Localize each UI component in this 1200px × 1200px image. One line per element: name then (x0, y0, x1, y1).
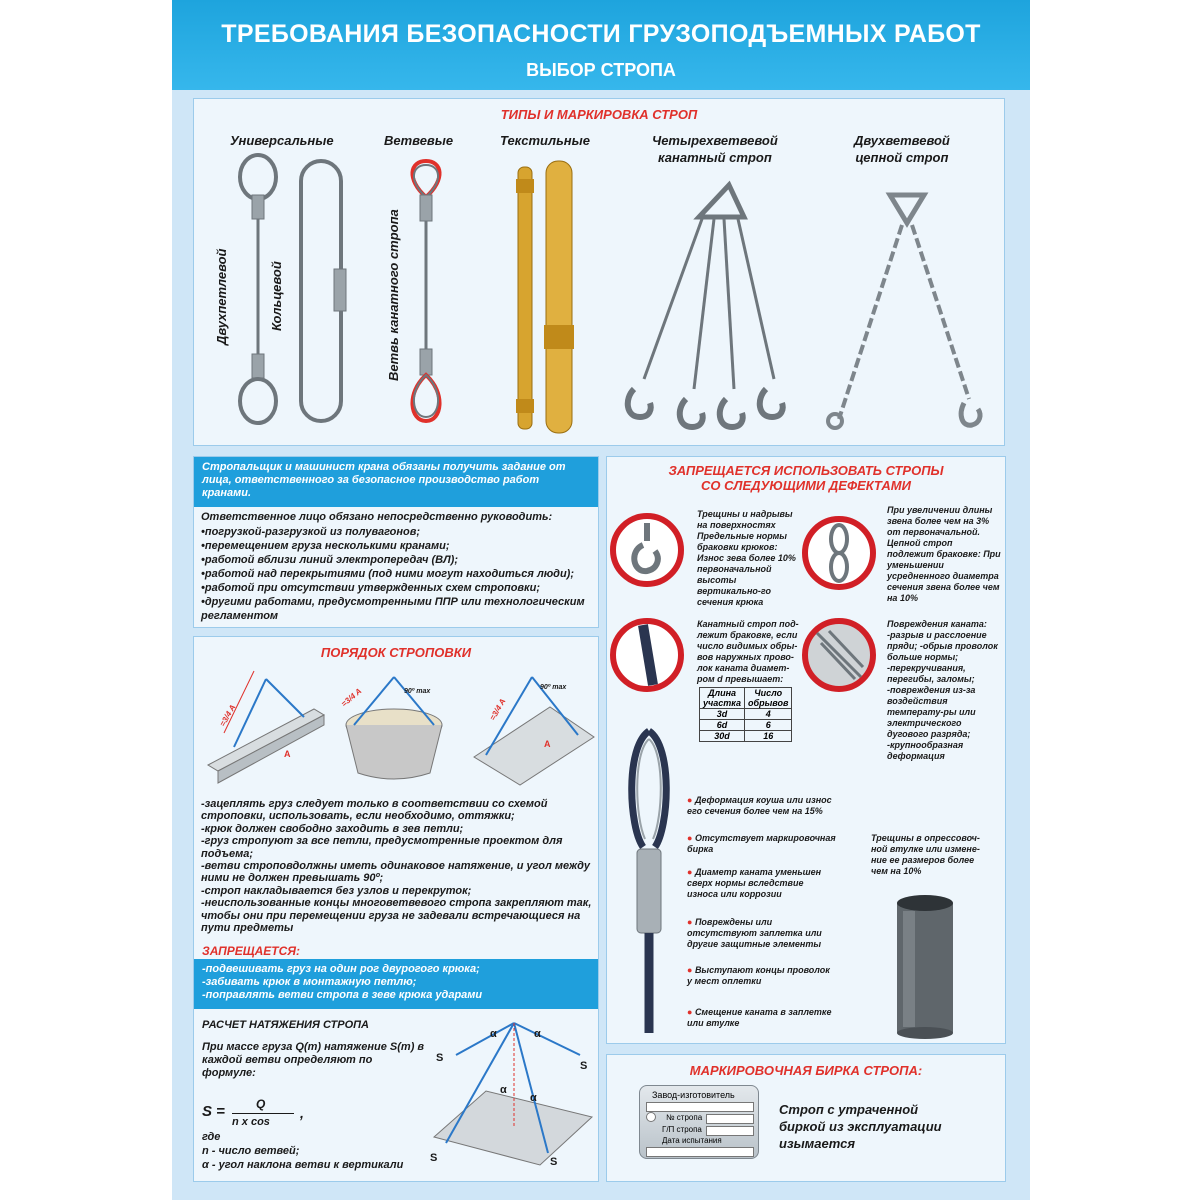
list-item: -забивать крюк в монтажную петлю; (202, 976, 417, 988)
calc-where: где (202, 1131, 221, 1143)
defect-item-text: Смещение каната в заплетке или втулке (687, 1007, 832, 1028)
table-header-length: Длина участка (700, 688, 745, 709)
rope-damage-text: Повреждения каната: -разрыв и расслоение пряди; -обрыв проволок больше нормы; -перекручивания, перегибы, заломы; -повреждения из-за воздействия температу-ры или электрического дугового разряда; -крупнообразная деформация (887, 619, 998, 761)
slinging-schemes (194, 637, 600, 797)
list-item: ● Диаметр каната уменьшен сверх нормы вследствие износа или коррозии (687, 867, 822, 899)
forbidden-box (194, 959, 598, 1009)
duties-list (201, 525, 595, 623)
branch-rope-sling-icon (412, 161, 439, 421)
textile-sling-icon (516, 161, 574, 433)
table-row (700, 709, 792, 720)
beam-dim-label: =3/4 A (217, 703, 238, 728)
defect-item-text: Деформация коуша или износ его сечения более чем на 15% (687, 795, 832, 816)
order-title: ПОРЯДОК СТРОПОВКИ (320, 645, 472, 660)
defect-item-text: Отсутствует маркировочная бирка (687, 833, 836, 854)
list-item: -строп накладывается без узлов и перекруток; (201, 884, 472, 897)
duties-panel (193, 456, 599, 628)
types-title: ТИПЫ И МАРКИРОВКА СТРОП (500, 107, 698, 122)
formula-denominator: n x cos (232, 1116, 270, 1128)
defect-item-text: Выступают концы проволок у мест оплетки (687, 965, 830, 986)
list-item: -крюк должен свободно заходить в зев петли; (201, 822, 464, 835)
tag-field-box (646, 1147, 754, 1157)
sleeve-icon (887, 893, 967, 1039)
label-double-loop: Двухпетлевой (214, 248, 229, 345)
poster-subtitle: ВЫБОР СТРОПА (526, 60, 676, 80)
sleeve-text: Трещины в опрессовоч-ной втулке или измене-ние ее размеров более чем на 10% (871, 833, 980, 876)
label-branch-rope: Ветвь канатного стропа (386, 209, 401, 381)
ring-sling-icon (301, 161, 346, 421)
table-row (700, 731, 792, 742)
defect-item-text: Повреждены или отсутствуют заплетка или другие защитные элементы (687, 917, 822, 949)
hook-defect-icon (613, 516, 681, 584)
beam-a-label: A (284, 749, 291, 759)
tag-capacity: Г/П стропа (662, 1125, 702, 1134)
chain-sling-icon (828, 195, 980, 428)
list-item: -неиспользованные концы многоветвевого стропа закрепляют так, чтобы они при перемещении груза не задевали встречающиеся на пути предметы (201, 897, 592, 935)
four-branch-line2: канатный строп (658, 150, 772, 165)
list-item: -поправлять ветви стропа в зеве крюка ударами (202, 989, 483, 1001)
alpha-symbol: α (202, 1159, 209, 1171)
formula-comma: , (300, 1105, 304, 1121)
order-panel (193, 636, 599, 1182)
alpha-definition: - угол наклона ветви к вертикали (211, 1159, 404, 1171)
tag-sling-no: № стропа (666, 1113, 703, 1122)
list-item: -ветви строповдолжны иметь одинаковое натяжение, и угол между ними не должен превышать 90º; (201, 860, 591, 885)
table-cell: 6d (700, 720, 745, 731)
table-row (700, 688, 792, 709)
table-header-breaks: Число обрывов (745, 688, 792, 709)
tension-scheme (430, 1017, 594, 1167)
defects-panel (606, 456, 1006, 1044)
calc-n-def: n - число ветвей; (202, 1145, 300, 1157)
tag-field-box (646, 1102, 754, 1112)
bowl-angle-label: 90º max (404, 688, 431, 695)
formula-line (232, 1113, 294, 1114)
slab-a-label: A (544, 739, 551, 749)
list-item: •погрузкой-разгрузкой из полувагонов; (201, 526, 421, 538)
forbidden-title: ЗАПРЕЩАЕТСЯ: (202, 944, 300, 958)
table-cell: 16 (745, 731, 792, 742)
duties-box: Стропальщик и машинист крана обязаны получить задание от лица, ответственного за безопасное производство работ кранами. (194, 457, 598, 507)
tag-field-box (706, 1114, 754, 1124)
defects-title-line1: ЗАПРЕЩАЕТСЯ ИСПОЛЬЗОВАТЬ СТРОПЫ (668, 463, 944, 478)
chain-defect-icon (805, 519, 873, 587)
bowl-scheme-icon (340, 677, 442, 779)
sling-illustrations (194, 99, 1006, 447)
tag-hole (646, 1112, 656, 1122)
breaks-table (699, 687, 792, 742)
tag-title: МАРКИРОВОЧНАЯ БИРКА СТРОПА: (689, 1063, 923, 1078)
hook-defect-text: Трещины и надрывы на поверхностях Предельные нормы браковки крюков: Износ зева более 10% первоначальной высоты вертикально-го сечения крюка (697, 509, 796, 607)
defects-title-line2: СО СЛЕДУЮЩИМИ ДЕФЕКТАМИ (701, 478, 911, 493)
alpha-label-left: α (490, 1028, 497, 1040)
four-branch-sling-icon (628, 185, 783, 427)
beam-scheme-icon (208, 671, 324, 783)
calc-title: РАСЧЕТ НАТЯЖЕНИЯ СТРОПА (202, 1019, 369, 1031)
chain-defect-text: При увеличении длины звена более чем на 3% от первоначальной. Цепной строп подлежит браковке: При уменьшении усредненного диаметра сечения звена более чем на 10% (887, 505, 1001, 603)
rope-defect-icon (613, 621, 681, 689)
table-cell: 3d (700, 709, 745, 720)
alpha-label-center: α (500, 1084, 507, 1096)
list-item: ● Деформация коуша или износ его сечения более чем на 15% (687, 795, 832, 816)
marking-tag-icon (639, 1085, 759, 1159)
list-item: -зацеплять груз следует только в соответствии со схемой строповки, использовать, если необходимо, оттяжки; (201, 798, 548, 823)
formula-s: S = (202, 1103, 225, 1120)
list-item: -груз стропуют за все петли, предусмотренные проектом для подъема; (201, 835, 563, 860)
list-item: -подвешивать груз на один рог двурогого крюка; (202, 963, 480, 975)
list-item: ● Отсутствует маркировочная бирка (687, 833, 836, 854)
label-universal: Универсальные (230, 133, 334, 148)
table-row (700, 720, 792, 731)
two-branch-line2: цепной строп (855, 150, 949, 165)
order-rules-list (201, 798, 595, 934)
list-item: •другими работами, предусмотренными ППР или технологическим регламентом (201, 596, 585, 622)
table-cell: 6 (745, 720, 792, 731)
slab-dim-label: =3/4 A (487, 697, 508, 722)
slab-scheme-icon (474, 677, 594, 785)
duties-intro: Ответственное лицо обязано непосредственно руководить: (201, 511, 553, 523)
s-label-4: S (550, 1156, 558, 1168)
rope-end-icon (621, 727, 681, 1037)
tag-note: Строп с утраченной биркой из эксплуатации изымается (779, 1102, 942, 1151)
alpha-label-lower: α (530, 1092, 537, 1104)
slab-angle-label: 90º max (540, 684, 567, 691)
list-item: •перемещением груза несколькими кранами; (201, 540, 450, 552)
list-item: •работой вблизи линий электропередач (ВЛ); (201, 554, 458, 566)
label-textile: Текстильные (500, 133, 590, 148)
four-branch-line1: Четырехветвевой (652, 133, 778, 148)
label-ring: Кольцевой (269, 261, 284, 331)
double-loop-sling-icon (240, 155, 276, 423)
formula (202, 1097, 402, 1137)
list-item: ● Смещение каната в заплетке или втулке (687, 1007, 832, 1028)
label-branch: Ветвевые (384, 133, 454, 148)
two-branch-line1: Двухветвевой (854, 133, 950, 148)
tag-field-box (706, 1126, 754, 1136)
rope-defect-text: Канатный строп под-лежит браковке, если число видимых обры-вов наружных прово-лок каната диамет-ром d превышает: (697, 619, 799, 684)
list-item: •работой при отсутствии утвержденных схем строповки; (201, 582, 541, 594)
calc-text: При массе груза Q(т) натяжение S(т) в каждой ветви определяют по формуле: (202, 1041, 425, 1079)
alpha-label-right: α (534, 1028, 541, 1040)
s-label-3: S (430, 1152, 438, 1164)
tag-manufacturer: Завод-изготовитель (652, 1090, 735, 1100)
list-item: ● Повреждены или отсутствуют заплетка или другие защитные элементы (687, 917, 822, 949)
table-cell: 30d (700, 731, 745, 742)
table-cell: 4 (745, 709, 792, 720)
s-label-2: S (580, 1060, 588, 1072)
poster-header (172, 0, 1030, 90)
types-panel (193, 98, 1005, 446)
list-item: ● Выступают концы проволок у мест оплетки (687, 965, 830, 986)
s-label-1: S (436, 1052, 444, 1064)
wire-damage-icon (805, 621, 873, 689)
bowl-dim-label: =3/4 A (339, 686, 364, 709)
poster-title: ТРЕБОВАНИЯ БЕЗОПАСНОСТИ ГРУЗОПОДЪЕМНЫХ РАБОТ (221, 20, 981, 48)
tag-test-date: Дата испытания (662, 1136, 722, 1145)
formula-numerator: Q (256, 1097, 266, 1111)
list-item: •работой над перекрытиями (под ними могут находиться люди); (201, 568, 574, 580)
defect-item-text: Диаметр каната уменьшен сверх нормы вследствие износа или коррозии (687, 867, 822, 899)
calc-alpha-def (202, 1159, 403, 1171)
